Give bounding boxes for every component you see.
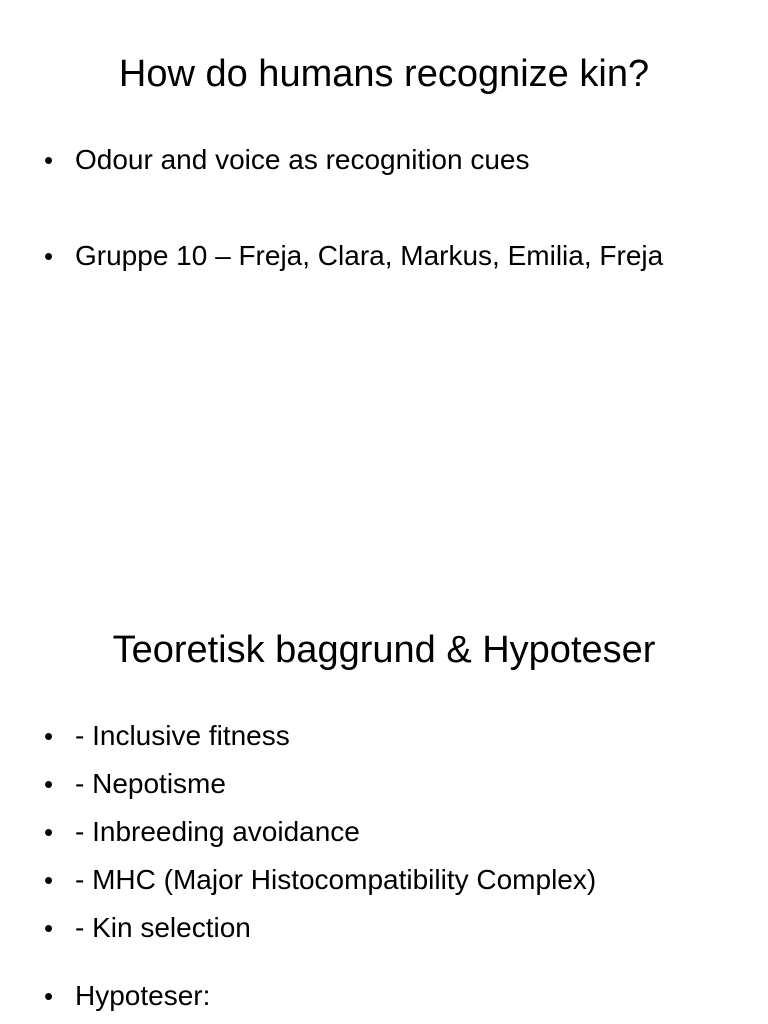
bullet-glyph: • xyxy=(44,145,54,175)
bullet-text: - MHC (Major Histocompatibility Complex) xyxy=(75,864,597,895)
bullet-item xyxy=(44,815,596,849)
bullet-glyph: • xyxy=(44,817,54,847)
bullet-glyph: • xyxy=(44,913,54,943)
bullet-item xyxy=(44,979,596,1013)
bullet-glyph: • xyxy=(44,769,54,799)
slide-2 xyxy=(0,576,768,1024)
bullet-text: - Inbreeding avoidance xyxy=(75,816,360,847)
bullet-glyph: • xyxy=(44,981,54,1011)
bullet-text: Gruppe 10 – Freja, Clara, Markus, Emilia, Freja xyxy=(75,240,664,271)
bullet-glyph: • xyxy=(44,721,54,751)
bullet-item xyxy=(44,767,596,801)
bullet-item xyxy=(44,719,596,753)
bullet-text: - Inclusive fitness xyxy=(75,720,290,751)
bullet-glyph: • xyxy=(44,241,54,271)
bullet-text: Hypoteser: xyxy=(75,980,211,1011)
slide-title: Teoretisk baggrund & Hypoteser xyxy=(112,629,656,671)
bullet-text: - Nepotisme xyxy=(75,768,226,799)
bullet-list xyxy=(44,143,663,335)
bullet-text: Odour and voice as recognition cues xyxy=(75,144,530,175)
bullet-text: - Kin selection xyxy=(75,912,251,943)
bullet-glyph: • xyxy=(44,865,54,895)
bullet-item xyxy=(44,863,596,897)
bullet-list xyxy=(44,719,596,1024)
bullet-item xyxy=(44,911,596,945)
bullet-item xyxy=(44,143,663,177)
slide-title: How do humans recognize kin? xyxy=(118,53,650,95)
bullet-item xyxy=(44,239,663,273)
